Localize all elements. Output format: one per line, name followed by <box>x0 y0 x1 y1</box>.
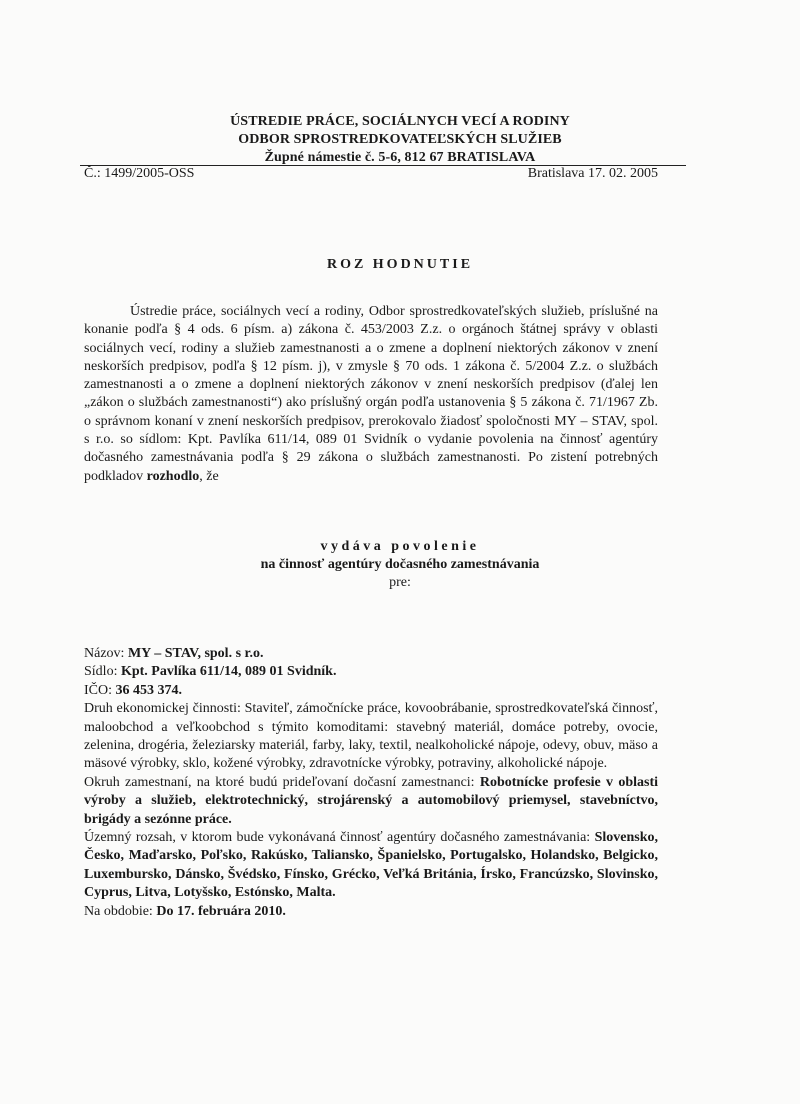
grant-line-for: pre: <box>389 575 411 590</box>
body-text: Ústredie práce, sociálnych vecí a rodiny, Odbor sprostredkovateľských služieb, príslušné na konanie podľa § 4 ods. 6 písm. a) zákona č. 453/2003 Z.z. o orgánoch štátnej správy v oblasti sociálnych vecí, rodiny a služieb zamestnanosti a o zmene a doplnení niektorých zákonov v znení neskorších predpisov, podľa § 12 písm. j), v zmysle § 70 ods. 1 zákona č. 5/2004 Z.z. o službách zamestnanosti a o zmene a doplnení niektorých zákonov v znení neskorších predpisov (ďalej len „zákon o službách zamestnanosti“) ako príslušný orgán podľa ustanovenia § 5 zákona č. 71/1967 Zb. o správnom konaní v znení neskorších predpisov, prerokovalo žiadosť spoločnosti MY – STAV, spol. s r.o. so sídlom: Kpt. Pavlíka 611/14, 089 01 Svidník o vydanie povolenia na činnosť agentúry dočasného zamestnávania podľa § 29 zákona o službách zamestnanosti. Po zistení potrebných podkladov <box>84 304 658 484</box>
detail-seat-value: Kpt. Pavlíka 611/14, 089 01 Svidník. <box>120 664 337 680</box>
body-tail: , že <box>199 468 219 484</box>
company-details <box>84 645 658 921</box>
detail-scope-value: Slovensko, Česko, Maďarsko, Poľsko, Rakúsko, Taliansko, Španielsko, Portugalsko, Holandsko, Belgicko, Luxembursko, Dánsko, Švédsko, Fínsko, Grécko, Veľká Británia, Írsko, Francúzsko, Slovinsko, Cyprus, Litva, Lotyšsko, Estónsko, Malta. <box>84 830 658 901</box>
detail-jobs-value: Robotnícke profesie v oblasti výroby a služieb, elektrotechnický, strojárenský a automobilový priemysel, stavebníctvo, brigády a sezónne práce. <box>84 774 658 827</box>
detail-name-label: Názov: <box>84 646 128 661</box>
detail-jobs <box>84 774 658 829</box>
grant-heading <box>0 538 800 592</box>
letterhead-address: Župné námestie č. 5-6, 812 67 BRATISLAVA <box>264 150 536 165</box>
detail-jobs-label: Okruh zamestnaní, na ktoré budú prideľovaní dočasní zamestnanci: <box>84 774 480 790</box>
issue-date: Bratislava 17. 02. 2005 <box>527 166 658 181</box>
document-title: ROZ HODNUTIE <box>326 257 474 272</box>
letterhead-institution: ÚSTREDIE PRÁCE, SOCIÁLNYCH VECÍ A RODINY <box>230 114 570 129</box>
decision-body <box>84 303 658 486</box>
detail-period-value: Do 17. februára 2010. <box>156 903 286 919</box>
letterhead <box>0 113 800 167</box>
grant-line-activity: na činnosť agentúry dočasného zamestnávania <box>260 557 540 572</box>
detail-ico <box>84 682 658 700</box>
reference-number: Č.: 1499/2005-OSS <box>84 166 195 181</box>
letterhead-department: ODBOR SPROSTREDKOVATEĽSKÝCH SLUŽIEB <box>238 132 562 147</box>
detail-ico-value: 36 453 374. <box>115 682 182 698</box>
detail-name-value: MY – STAV, spol. s r.o. <box>127 646 264 661</box>
body-bold-decided: rozhodlo <box>146 468 200 484</box>
detail-seat <box>84 663 658 681</box>
grant-line-issues-permit: vydáva povolenie <box>320 539 480 554</box>
detail-scope-label: Územný rozsah, v ktorom bude vykonávaná činnosť agentúry dočasného zamestnávania: <box>84 830 595 846</box>
detail-activity: Druh ekonomickej činnosti: Staviteľ, zámočnícke práce, kovoobrábanie, sprostredkovateľská činnosť, maloobchod a veľkoobchod s týmito komoditami: stavebný materiál, domáce potreby, ovocie, zelenina, drogéria, železiarsky materiál, farby, laky, textil, nealkoholické nápoje, odevy, obuv, mäso a mäsové výrobky, sklo, kožené výrobky, zdravotnícke výrobky, potraviny, alkoholické nápoje. <box>84 701 658 772</box>
detail-period <box>84 903 658 921</box>
detail-seat-label: Sídlo: <box>84 664 121 680</box>
detail-ico-label: IČO: <box>84 682 116 698</box>
detail-period-label: Na obdobie: <box>84 903 157 919</box>
detail-scope <box>84 829 658 903</box>
detail-name <box>84 645 658 663</box>
